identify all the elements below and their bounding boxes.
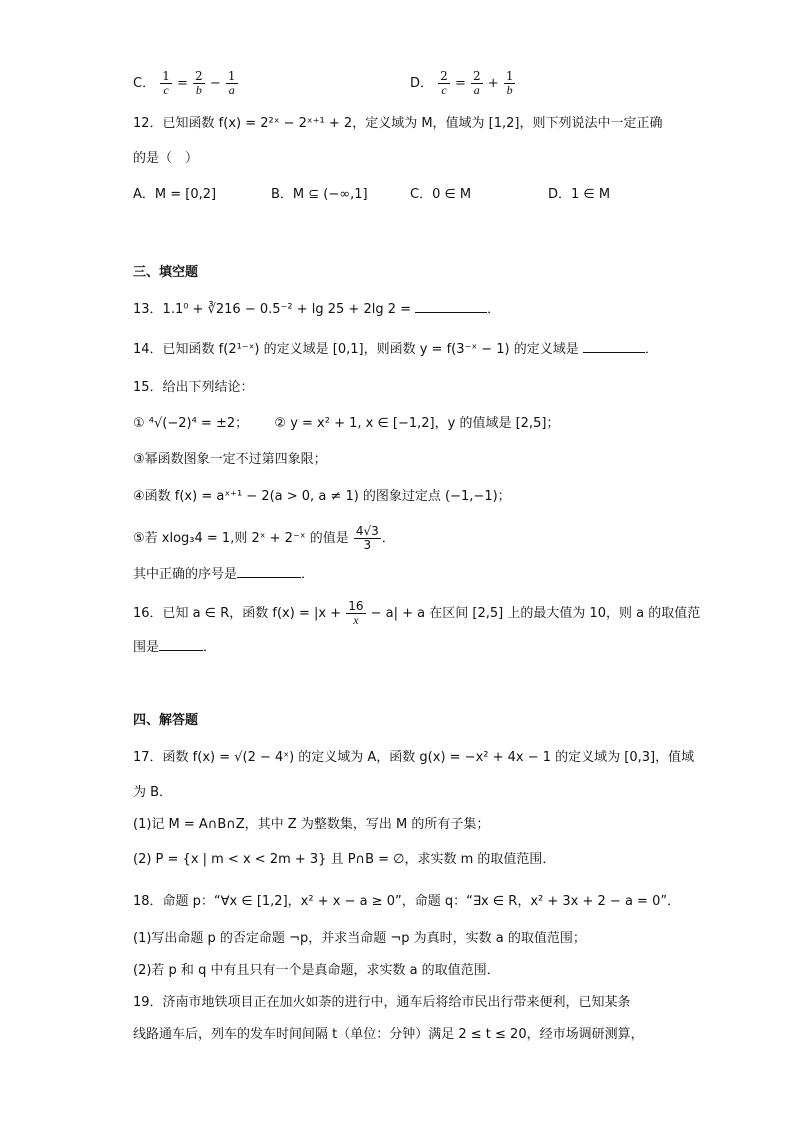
denominator: x [353, 613, 359, 627]
q14-text: 14．已知函数 f(2¹⁻ˣ) 的定义域是 [0,1]，则函数 y = f(3⁻ˣ − 1) 的定义域是 [133, 342, 579, 357]
denominator: b [506, 83, 513, 97]
numerator: 2 [472, 69, 481, 83]
q16-line2 [133, 638, 216, 658]
q15-item-5 [133, 525, 395, 552]
q12-option-b: B．M ⊆ (−∞,1] [271, 187, 368, 202]
period: ． [203, 640, 217, 655]
minus-sign: − [209, 76, 221, 91]
q13-text: 13．1.1⁰ + ∛216 − 0.5⁻² + lg 25 + 2lg 2 = [133, 302, 412, 317]
q17-sub2: (2) P = {x | m < x < 2m + 3} 且 P∩B = ∅，求实数 m 的取值范围． [133, 852, 556, 867]
q14 [133, 340, 658, 360]
q15-item-1: ① ⁴√(−2)⁴ = ±2； [133, 416, 249, 431]
q15-item-2: ② y = x² + 1, x ∈ [−1,2]，y 的值域是 [2,5]； [274, 416, 560, 431]
period: ． [301, 567, 315, 582]
equals-sign: = [177, 76, 188, 91]
q17-sub1: (1)记 M = A∩B∩Z，其中 Z 为整数集，写出 M 的所有子集； [133, 817, 490, 832]
q11-option-c [133, 70, 239, 97]
answer-blank [583, 340, 645, 353]
q18-sub1: (1)写出命题 p 的否定命题 ¬p，并求当命题 ¬p 为真时，实数 a 的取值范围； [133, 931, 586, 946]
q17-stem-line1: 17．函数 f(x) = √(2 − 4ˣ) 的定义域为 A，函数 g(x) = −x² + 4x − 1 的定义域为 [0,3]，值域 [133, 750, 695, 765]
period: ． [381, 531, 395, 546]
fraction [438, 70, 450, 97]
answer-blank [415, 300, 487, 313]
denominator: a [228, 83, 235, 97]
q19-stem-line1: 19．济南市地铁项目正在加火如荼的进行中，通车后将给市民出行带来便利，已知某条 [133, 995, 631, 1010]
fraction [160, 70, 172, 97]
answer-blank [159, 638, 203, 651]
denominator: 3 [363, 538, 372, 552]
numerator: 2 [195, 69, 203, 83]
q19-stem-line2: 线路通车后，列车的发车时间间隔 t（单位：分钟）满足 2 ≤ t ≤ 20，经市场调研测算， [133, 1027, 644, 1042]
option-label: D． [410, 76, 434, 91]
plus-sign: + [487, 76, 499, 91]
q12-option-d: D．1 ∈ M [548, 187, 611, 202]
q15-item-5-text: ⑤若 xlog₃4 = 1,则 2ˣ + 2⁻ˣ 的值是 [133, 531, 349, 546]
q11-option-d [410, 70, 516, 97]
q18-sub2: (2)若 p 和 q 中有且只有一个是真命题，求实数 a 的取值范围． [133, 963, 500, 978]
q12-option-c: C．0 ∈ M [410, 187, 472, 202]
q16-text-pre: 16．已知 a ∈ R，函数 f(x) = |x + [133, 606, 342, 621]
numerator: 1 [505, 69, 514, 83]
q18-stem: 18．命题 p：“∀x ∈ [1,2]，x² + x − a ≥ 0”，命题 q：“∃x ∈ R，x² + 3x + 2 − a = 0”． [133, 894, 681, 909]
q16-line2-text: 围是 [133, 640, 160, 655]
fraction [471, 70, 483, 97]
section-title-fill-in: 三、填空题 [133, 265, 199, 280]
q13 [133, 300, 500, 320]
denominator: a [473, 83, 480, 97]
q15-ask-text: 其中正确的序号是 [133, 567, 238, 582]
q15-items-1-2 [133, 414, 559, 434]
numerator: 2 [440, 69, 448, 83]
section-title-solutions: 四、解答题 [133, 713, 199, 728]
period: ． [644, 342, 658, 357]
q15-item-4: ④函数 f(x) = aˣ⁺¹ − 2(a > 0, a ≠ 1) 的图象过定点 (−1,−1)； [133, 489, 511, 504]
q15-item-3: ③幂函数图象一定不过第四象限； [133, 452, 327, 467]
numerator: 1 [162, 69, 170, 83]
fraction [354, 525, 381, 552]
numerator: 1 [227, 69, 236, 83]
fraction [226, 70, 238, 97]
q16-text-post: − a| + a 在区间 [2,5] 上的最大值为 10，则 a 的取值范 [370, 606, 701, 621]
denominator: b [195, 83, 202, 97]
denominator: c [163, 83, 169, 97]
q12-option-a: A．M = [0,2] [133, 187, 217, 202]
option-label: C． [133, 76, 156, 91]
period: ． [487, 302, 501, 317]
numerator: 4√3 [355, 524, 379, 538]
fraction [504, 70, 516, 97]
q15-ask [133, 565, 314, 585]
fraction [193, 70, 205, 97]
q17-stem-line2: 为 B． [133, 785, 173, 800]
numerator: 16 [348, 599, 364, 613]
equals-sign: = [454, 76, 466, 91]
q12-stem-line1: 12．已知函数 f(x) = 2²ˣ − 2ˣ⁺¹ + 2，定义域为 M，值域为 [1,2]，则下列说法中一定正确 [133, 116, 663, 131]
denominator: c [441, 83, 447, 97]
q16-line1 [133, 600, 700, 627]
q15-intro: 15．给出下列结论： [133, 380, 254, 395]
answer-blank [237, 565, 301, 578]
fraction [346, 600, 365, 627]
q12-stem-line2: 的是（ ） [133, 151, 199, 166]
